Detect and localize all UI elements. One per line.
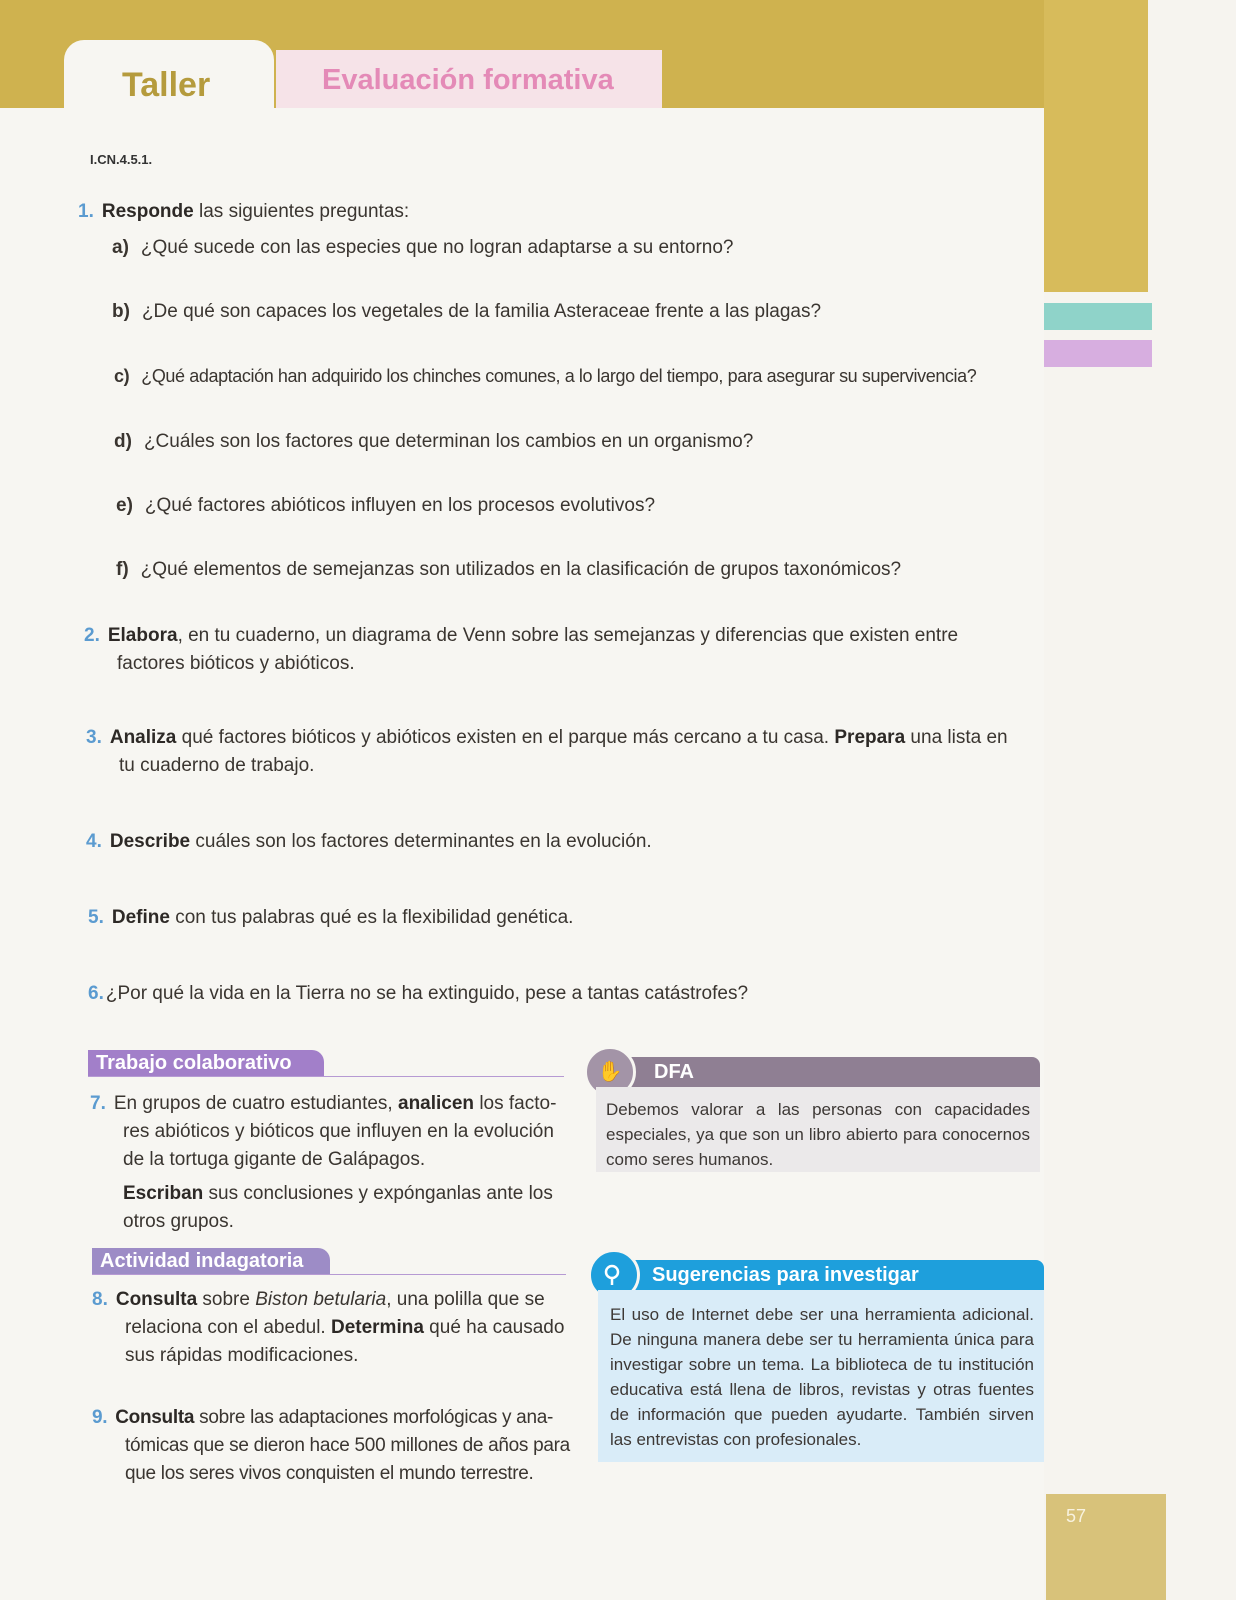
question-text: con tus palabras qué es la flexibilidad genética. (169, 907, 574, 928)
question-text-l3: qué ha causado (423, 1317, 565, 1338)
question-text-l5: otros grupos. (123, 1211, 234, 1232)
question-text-l2: tómicas que se dieron hace 500 millones de años para (125, 1435, 570, 1456)
question-verb: Consulta (115, 1407, 195, 1428)
sugerencias-body: El uso de Internet debe ser una herramienta adicional. De ninguna manera debe ser tu herramienta única para investigar sobre un tema. La biblioteca de tu institución educativa está llena de libros, revistas y otras fuentes de información que pueden ayudarte. También sirven las entrevistas con profesionales. (598, 1290, 1044, 1462)
question-text-l3: de la tortuga gigante de Galápagos. (123, 1149, 426, 1170)
question-1b (112, 298, 821, 326)
question-9 (92, 1404, 592, 1488)
question-1f (116, 556, 901, 584)
question-number: 9. (92, 1407, 108, 1428)
question-verb-2: Determina (330, 1317, 424, 1338)
question-number: 4. (86, 831, 102, 852)
question-8 (92, 1286, 572, 1370)
page-number: 57 (1066, 1506, 1087, 1526)
sub-label: f) (116, 559, 129, 580)
hands-icon: ✋ (584, 1046, 636, 1098)
question-4 (86, 828, 652, 856)
question-number: 3. (86, 727, 102, 748)
question-text-line2: factores bióticos y abióticos. (117, 653, 355, 674)
question-text-l1: , una polilla que se (386, 1289, 545, 1310)
question-number: 8. (92, 1289, 108, 1310)
tab-taller: Taller (64, 40, 274, 120)
sub-text: ¿Qué factores abióticos influyen en los procesos evolutivos? (144, 495, 656, 516)
question-text: ¿Por qué la vida en la Tierra no se ha extinguido, pese a tantas catástrofes? (105, 983, 749, 1004)
question-verb: Escriban (123, 1183, 204, 1204)
teal-tab-marker (1042, 303, 1152, 330)
sub-text: ¿Cuáles son los factores que determinan los cambios en un organismo? (143, 431, 754, 452)
section-title-trabajo-colaborativo: Trabajo colaborativo (88, 1050, 324, 1076)
question-text: qué factores bióticos y abióticos existen en el parque más cercano a tu casa. (176, 727, 835, 748)
question-text-line2: tu cuaderno de trabajo. (119, 755, 315, 776)
sub-label: c) (114, 366, 130, 386)
question-number: 1. (78, 201, 94, 222)
question-text-l1: sobre las adaptaciones morfológicas y ana- (194, 1407, 554, 1428)
question-text: , en tu cuaderno, un diagrama de Venn sobre las semejanzas y diferencias que existen entre (177, 625, 959, 646)
sub-label: a) (112, 237, 129, 258)
question-1 (78, 198, 409, 226)
question-1d (114, 428, 753, 456)
question-7 (90, 1090, 570, 1174)
question-text: sobre (197, 1289, 256, 1310)
sub-label: e) (116, 495, 133, 516)
question-5 (88, 904, 573, 932)
question-number: 6. (88, 983, 104, 1004)
question-text-l4: sus conclusiones y expónganlas ante los (203, 1183, 553, 1204)
question-number: 5. (88, 907, 104, 928)
question-number: 2. (84, 625, 100, 646)
question-text-l2: relaciona con el abedul. (125, 1317, 331, 1338)
question-verb: Consulta (115, 1289, 198, 1310)
question-1c (114, 362, 976, 390)
sugerencias-title: Sugerencias para investigar (598, 1260, 1044, 1290)
question-verb: Elabora (107, 625, 178, 646)
question-verb: Responde (101, 201, 194, 222)
question-2 (84, 622, 1004, 678)
side-band (1044, 0, 1148, 292)
question-number: 7. (90, 1093, 106, 1114)
question-text: las siguientes preguntas: (193, 201, 410, 222)
page-number-box (1046, 1494, 1166, 1600)
question-verb: Define (111, 907, 170, 928)
sub-text: ¿Qué sucede con las especies que no logran adaptarse a su entorno? (140, 237, 734, 258)
question-text-l3: que los seres vivos conquisten el mundo terrestre. (125, 1463, 534, 1484)
question-text-2: una lista en (905, 727, 1008, 748)
sub-text: ¿Qué adaptación han adquirido los chinches comunes, a lo largo del tiempo, para asegurar su supervivencia? (141, 366, 977, 386)
section-divider (92, 1274, 566, 1275)
sub-label: b) (112, 301, 130, 322)
question-text: cuáles son los factores determinantes en la evolución. (190, 831, 652, 852)
question-verb: analicen (398, 1093, 475, 1114)
section-divider (88, 1076, 564, 1077)
question-text-l4: sus rápidas modificaciones. (125, 1345, 359, 1366)
dfa-body: Debemos valorar a las personas con capacidades especiales, ya que son un libro abierto para conocernos como seres humanos. (596, 1087, 1040, 1172)
pink-tab-marker (1042, 340, 1152, 367)
question-verb: Describe (109, 831, 191, 852)
dfa-title: DFA (596, 1057, 1040, 1087)
question-text-l1: los facto- (474, 1093, 557, 1114)
tab-evaluacion-formativa: Evaluación formativa (276, 50, 662, 108)
question-3 (86, 724, 1016, 780)
question-verb: Analiza (109, 727, 177, 748)
question-7-part2 (123, 1180, 573, 1236)
question-text-l2: res abióticos y bióticos que influyen en la evolución (123, 1121, 554, 1142)
skill-code: I.CN.4.5.1. (90, 152, 153, 167)
question-verb-2: Prepara (834, 727, 906, 748)
question-6 (88, 980, 748, 1008)
section-title-actividad-indagatoria: Actividad indagatoria (92, 1248, 330, 1274)
sub-text: ¿De qué son capaces los vegetales de la familia Asteraceae frente a las plagas? (141, 301, 822, 322)
sub-text: ¿Qué elementos de semejanzas son utilizados en la clasificación de grupos taxonómicos? (140, 559, 902, 580)
question-1a (112, 234, 733, 262)
species-name: Biston betularia (255, 1289, 387, 1310)
question-1e (116, 492, 655, 520)
sub-label: d) (114, 431, 132, 452)
question-text: En grupos de cuatro estudiantes, (113, 1093, 398, 1114)
